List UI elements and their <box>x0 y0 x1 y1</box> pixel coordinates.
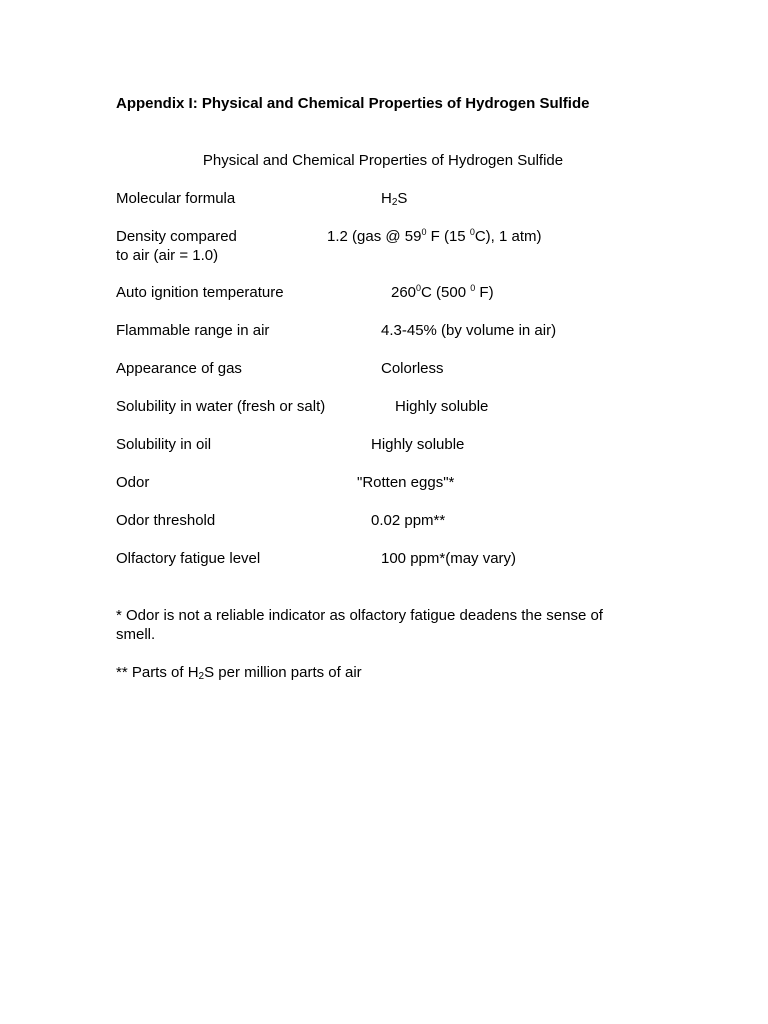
property-row-olfactory-fatigue <box>0 549 768 589</box>
table-title-text: Physical and Chemical Properties of Hydrogen Sulfide <box>202 152 564 169</box>
heading-prefix: Appendix <box>116 95 189 112</box>
value-superscript: 0 <box>421 227 427 237</box>
property-value <box>391 283 494 302</box>
property-row-odor <box>0 473 768 513</box>
property-label: Solubility in water (fresh or salt) <box>116 398 326 415</box>
property-label: Auto ignition temperature <box>116 284 284 301</box>
property-row-solubility-water <box>0 397 768 437</box>
property-value: Colorless <box>381 360 444 377</box>
property-label: Molecular formula <box>116 190 236 207</box>
property-row-odor-threshold <box>0 511 768 551</box>
value-part: H <box>381 190 392 207</box>
property-row-solubility-oil <box>0 435 768 475</box>
property-label: Odor threshold <box>116 512 216 529</box>
heading-separator: : <box>192 95 202 112</box>
property-value: Highly soluble <box>395 398 489 415</box>
value-part: 1.2 (gas @ 59 <box>327 228 422 245</box>
heading-numeral: I <box>188 95 193 112</box>
value-part: F) <box>475 284 494 301</box>
property-value: Highly soluble <box>371 436 465 453</box>
value-part: S <box>397 190 408 207</box>
property-value: 0.02 ppm** <box>371 512 446 529</box>
table-title <box>0 151 768 170</box>
value-superscript: 0 <box>416 283 422 293</box>
footnote-single-star: * Odor is not a reliable indicator as olfactory fatigue deadens the sense of smell. <box>116 607 603 643</box>
property-value: "Rotten eggs"* <box>357 474 455 491</box>
property-label: Flammable range in air <box>116 322 270 339</box>
property-value: 100 ppm*(may vary) <box>381 550 517 567</box>
property-label: Appearance of gas <box>116 360 242 377</box>
property-label: Density compared <box>116 228 237 245</box>
property-value <box>327 227 542 246</box>
property-label-line2: to air (air = 1.0) <box>116 247 219 264</box>
property-row-appearance <box>0 359 768 399</box>
property-row-molecular-formula <box>0 189 768 229</box>
value-subscript: 2 <box>391 197 398 208</box>
value-superscript: 0 <box>469 227 475 237</box>
property-row-density <box>0 227 768 267</box>
property-row-auto-ignition <box>0 283 768 323</box>
property-label: Solubility in oil <box>116 436 212 453</box>
property-row-flammable-range <box>0 321 768 361</box>
value-part: F (15 <box>426 228 470 245</box>
page-heading <box>116 94 589 113</box>
footnote-part: ** Parts of H <box>116 664 199 681</box>
value-part: C (500 <box>421 284 471 301</box>
property-label: Olfactory fatigue level <box>116 550 261 567</box>
footnote-subscript: 2 <box>198 671 205 682</box>
property-value: 4.3-45% (by volume in air) <box>381 322 557 339</box>
value-part: C), 1 atm) <box>474 228 542 245</box>
value-part: 260 <box>391 284 417 301</box>
footnote-double-star <box>116 663 636 682</box>
property-label: Odor <box>116 474 150 491</box>
heading-title: Physical and Chemical Properties of Hydrogen Sulfide <box>201 95 590 112</box>
property-value <box>381 189 407 208</box>
footnote-part: S per million parts of air <box>204 664 362 681</box>
value-superscript: 0 <box>470 283 476 293</box>
